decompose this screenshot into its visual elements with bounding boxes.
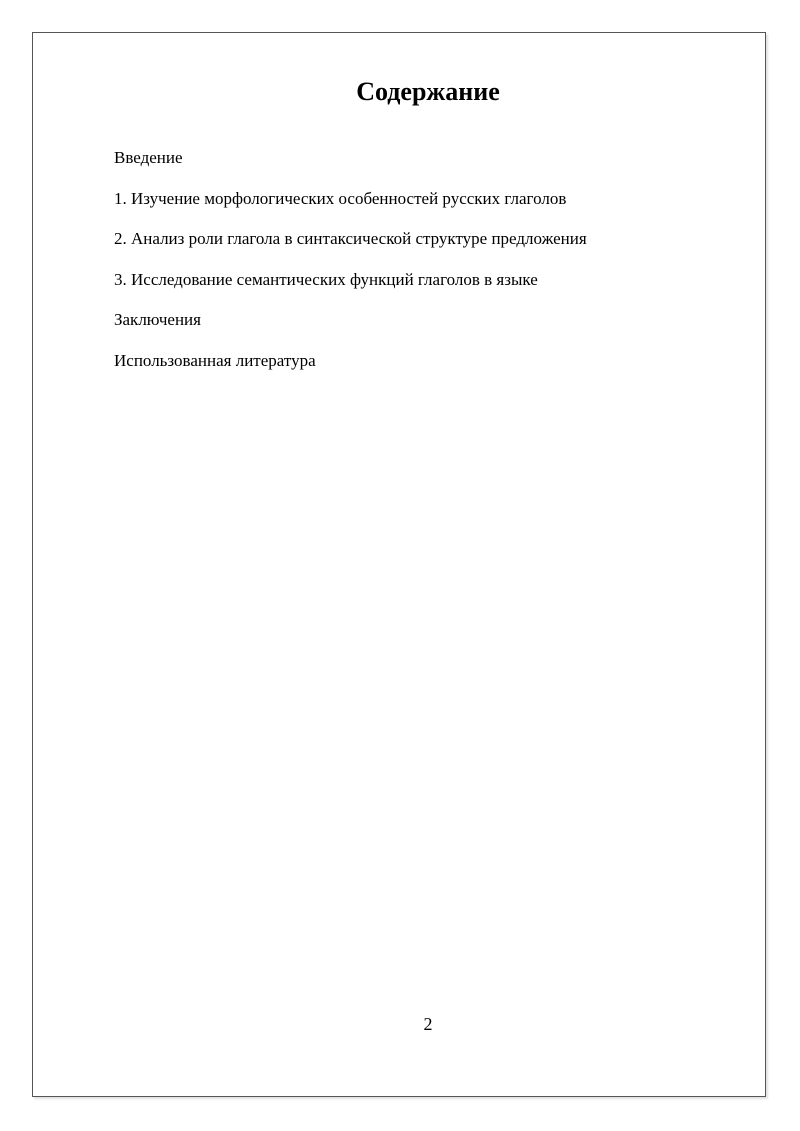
toc-item-chapter-2[interactable]: 2. Анализ роли глагола в синтаксической структуре предложения: [114, 229, 587, 248]
toc-item-chapter-1[interactable]: 1. Изучение морфологических особенностей русских глаголов: [114, 188, 567, 208]
page-title: Содержание: [356, 77, 500, 106]
toc-item-references[interactable]: Использованная литература: [114, 350, 316, 370]
toc-item-introduction[interactable]: Введение: [114, 148, 183, 167]
page-number: 2: [423, 1014, 433, 1034]
toc-item-chapter-3[interactable]: 3. Исследование семантических функций глаголов в языке: [114, 269, 538, 289]
table-of-contents: [114, 144, 734, 387]
toc-item-conclusion[interactable]: Заключения: [114, 310, 201, 329]
